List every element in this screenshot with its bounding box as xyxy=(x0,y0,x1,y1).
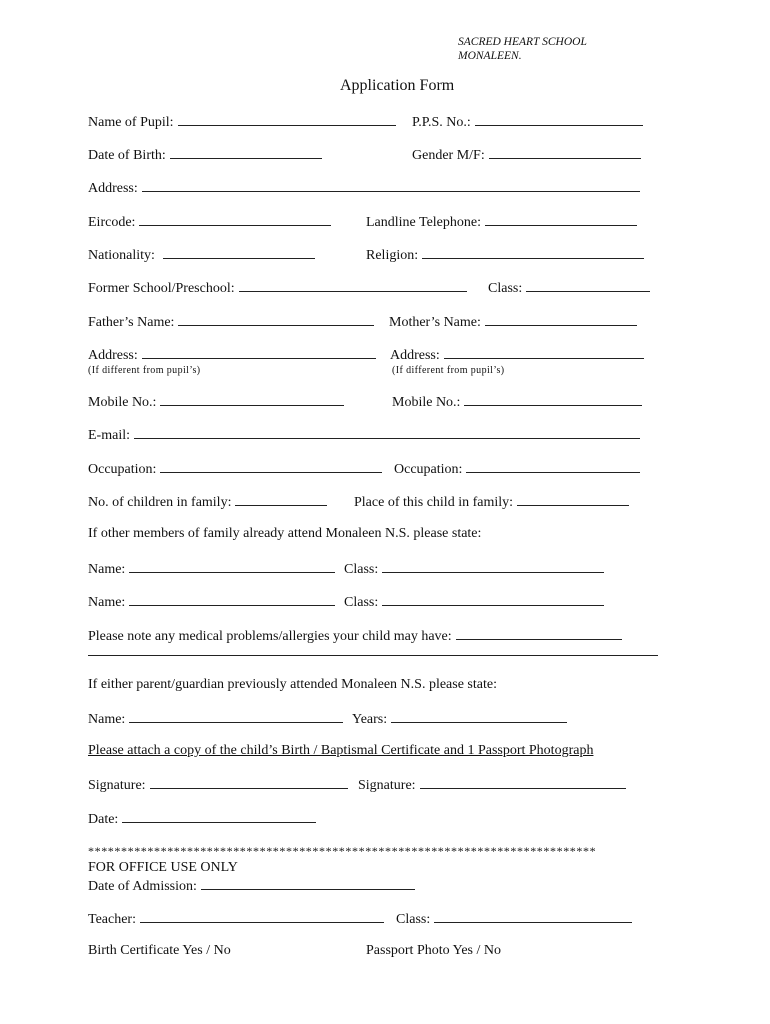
father-occupation-line[interactable] xyxy=(160,460,382,473)
name-of-pupil-label: Name of Pupil: xyxy=(88,115,174,130)
mother-address-line[interactable] xyxy=(444,346,644,359)
form-title: Application Form xyxy=(340,77,455,94)
landline-field[interactable] xyxy=(366,213,637,231)
name-of-pupil-field[interactable] xyxy=(88,113,396,131)
father-address-note: (If different from pupil’s) xyxy=(88,365,201,376)
email-label: E-mail: xyxy=(88,428,130,443)
school-name: SACRED HEART SCHOOL xyxy=(458,36,587,48)
date-of-admission-field[interactable] xyxy=(88,877,415,895)
sibling-2-name-field[interactable] xyxy=(88,593,335,611)
date-of-birth-line[interactable] xyxy=(170,146,322,159)
no-children-field[interactable] xyxy=(88,493,327,511)
mother-address-field[interactable] xyxy=(390,346,644,364)
family-attend-prompt: If other members of family already attend Monaleen N.S. please state: xyxy=(88,526,482,541)
former-school-line[interactable] xyxy=(239,279,467,292)
father-occupation-label: Occupation: xyxy=(88,462,157,477)
medical-field[interactable] xyxy=(88,627,622,645)
nationality-field[interactable] xyxy=(88,246,315,264)
sibling-1-name-field[interactable] xyxy=(88,560,335,578)
pps-no-label: P.P.S. No.: xyxy=(412,115,471,130)
father-mobile-line[interactable] xyxy=(160,393,344,406)
email-line[interactable] xyxy=(134,426,640,439)
mothers-name-line[interactable] xyxy=(485,313,637,326)
medical-line[interactable] xyxy=(456,627,622,640)
passport-photo-check[interactable]: Passport Photo Yes / No xyxy=(366,943,501,958)
sibling-1-class-field[interactable] xyxy=(344,560,604,578)
mother-mobile-field[interactable] xyxy=(392,393,642,411)
eircode-line[interactable] xyxy=(139,213,331,226)
mother-address-note: (If different from pupil’s) xyxy=(392,365,505,376)
parent-attended-prompt: If either parent/guardian previously attended Monaleen N.S. please state: xyxy=(88,677,497,692)
former-class-line[interactable] xyxy=(526,279,650,292)
address-label: Address: xyxy=(88,181,138,196)
signature-2-field[interactable] xyxy=(358,776,626,794)
years-label: Years: xyxy=(352,712,388,727)
father-address-line[interactable] xyxy=(142,346,376,359)
mother-address-label: Address: xyxy=(390,348,440,363)
office-class-field[interactable] xyxy=(396,910,632,928)
mother-occupation-line[interactable] xyxy=(466,460,640,473)
teacher-label: Teacher: xyxy=(88,912,136,927)
date-of-birth-label: Date of Birth: xyxy=(88,148,166,163)
signature-2-label: Signature: xyxy=(358,778,416,793)
parent-name-label: Name: xyxy=(88,712,126,727)
former-class-field[interactable] xyxy=(488,279,650,297)
address-line[interactable] xyxy=(142,179,640,192)
former-school-label: Former School/Preschool: xyxy=(88,281,235,296)
father-mobile-field[interactable] xyxy=(88,393,344,411)
no-children-line[interactable] xyxy=(235,493,327,506)
medical-line-2[interactable] xyxy=(88,655,658,656)
name-of-pupil-line[interactable] xyxy=(178,113,396,126)
office-separator: ***************************************************************************** xyxy=(88,844,597,858)
eircode-label: Eircode: xyxy=(88,215,136,230)
father-address-field[interactable] xyxy=(88,346,376,364)
date-label: Date: xyxy=(88,812,119,827)
landline-line[interactable] xyxy=(485,213,637,226)
mother-occupation-label: Occupation: xyxy=(394,462,463,477)
medical-label: Please note any medical problems/allergies your child may have: xyxy=(88,629,452,644)
no-children-label: No. of children in family: xyxy=(88,495,232,510)
landline-label: Landline Telephone: xyxy=(366,215,482,230)
years-field[interactable] xyxy=(352,710,567,728)
eircode-field[interactable] xyxy=(88,213,331,231)
place-of-child-label: Place of this child in family: xyxy=(354,495,514,510)
gender-line[interactable] xyxy=(489,146,641,159)
office-heading: FOR OFFICE USE ONLY xyxy=(88,860,238,875)
school-location: MONALEEN. xyxy=(458,50,522,62)
gender-label: Gender M/F: xyxy=(412,148,485,163)
place-of-child-line[interactable] xyxy=(517,493,629,506)
signature-2-line[interactable] xyxy=(420,776,626,789)
address-field[interactable] xyxy=(88,179,640,197)
birth-certificate-check[interactable]: Birth Certificate Yes / No xyxy=(88,943,231,958)
office-class-line[interactable] xyxy=(434,910,632,923)
date-line[interactable] xyxy=(122,810,316,823)
mother-mobile-label: Mobile No.: xyxy=(392,395,461,410)
signature-1-label: Signature: xyxy=(88,778,146,793)
former-class-label: Class: xyxy=(488,281,523,296)
former-school-field[interactable] xyxy=(88,279,467,297)
parent-name-field[interactable] xyxy=(88,710,343,728)
father-mobile-label: Mobile No.: xyxy=(88,395,157,410)
parent-name-line[interactable] xyxy=(129,710,343,723)
date-of-admission-label: Date of Admission: xyxy=(88,879,197,894)
sibling-2-name-line[interactable] xyxy=(129,593,335,606)
fathers-name-field[interactable] xyxy=(88,313,374,331)
mother-occupation-field[interactable] xyxy=(394,460,640,478)
place-of-child-field[interactable] xyxy=(354,493,629,511)
fathers-name-label: Father’s Name: xyxy=(88,315,175,330)
sibling-1-name-line[interactable] xyxy=(129,560,335,573)
sibling-1-class-label: Class: xyxy=(344,562,379,577)
email-field[interactable] xyxy=(88,426,640,444)
mothers-name-field[interactable] xyxy=(389,313,637,331)
religion-field[interactable] xyxy=(366,246,644,264)
fathers-name-line[interactable] xyxy=(178,313,374,326)
religion-label: Religion: xyxy=(366,248,419,263)
date-of-admission-line[interactable] xyxy=(201,877,415,890)
office-class-label: Class: xyxy=(396,912,431,927)
sibling-1-class-line[interactable] xyxy=(382,560,604,573)
pps-no-line[interactable] xyxy=(475,113,643,126)
sibling-1-name-label: Name: xyxy=(88,562,126,577)
sibling-2-class-line[interactable] xyxy=(382,593,604,606)
date-of-birth-field[interactable] xyxy=(88,146,322,164)
signature-1-field[interactable] xyxy=(88,776,348,794)
mother-mobile-line[interactable] xyxy=(464,393,642,406)
teacher-field[interactable] xyxy=(88,910,384,928)
mothers-name-label: Mother’s Name: xyxy=(389,315,481,330)
father-occupation-field[interactable] xyxy=(88,460,382,478)
father-address-label: Address: xyxy=(88,348,138,363)
gender-field[interactable] xyxy=(412,146,641,164)
sibling-2-class-field[interactable] xyxy=(344,593,604,611)
pps-no-field[interactable] xyxy=(412,113,643,131)
date-field[interactable] xyxy=(88,810,316,828)
nationality-label: Nationality: xyxy=(88,248,155,263)
signature-1-line[interactable] xyxy=(150,776,348,789)
attach-note: Please attach a copy of the child’s Birth / Baptismal Certificate and 1 Passport Photograph xyxy=(88,743,594,758)
years-line[interactable] xyxy=(391,710,567,723)
religion-line[interactable] xyxy=(422,246,644,259)
sibling-2-name-label: Name: xyxy=(88,595,126,610)
sibling-2-class-label: Class: xyxy=(344,595,379,610)
teacher-line[interactable] xyxy=(140,910,384,923)
nationality-line[interactable] xyxy=(163,246,315,259)
